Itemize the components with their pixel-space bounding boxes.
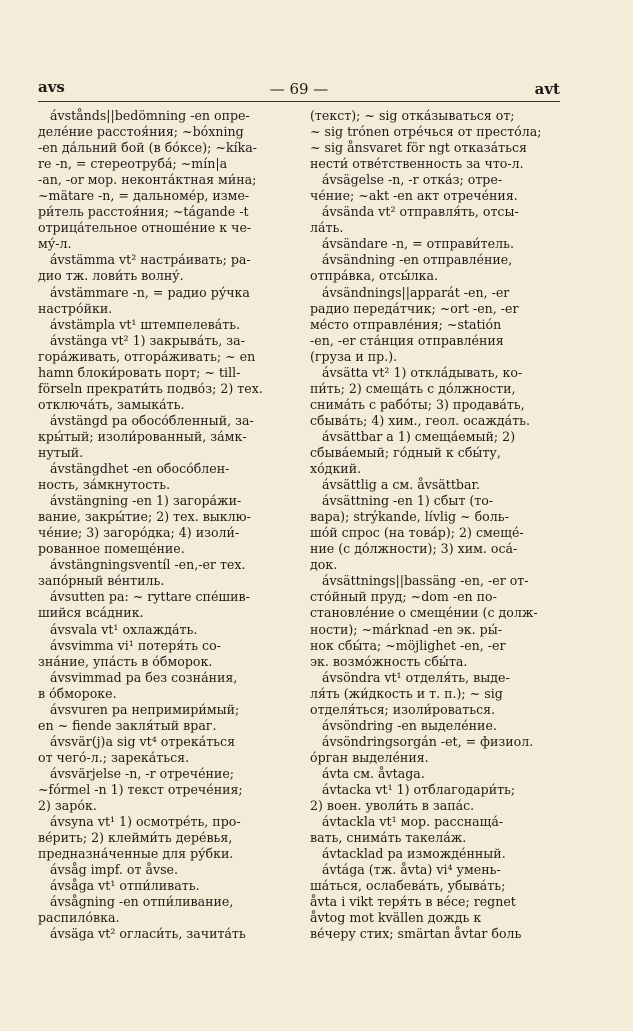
entry-line: ша́ться, ослабева́ть, убыва́ть; [310, 878, 506, 894]
dictionary-entry [38, 108, 284, 252]
entry-line: ávstängning -en 1) загора́жи- [50, 493, 242, 509]
dictionary-entry [310, 236, 556, 252]
entry-line: рованное помеще́ние. [38, 541, 185, 557]
entry-line: ávsvuren pa непримири́мый; [50, 701, 240, 717]
entry-line: 2) заро́к. [38, 798, 97, 814]
entry-line: (текст); ~ sig отка́зываться от; [310, 108, 515, 123]
entry-line: ávsöndra vt¹ отделя́ть, выде- [322, 669, 510, 685]
dictionary-entry [38, 670, 284, 702]
entry-line: деле́ние расстоя́ния; ~bóxning [38, 124, 244, 140]
entry-line: ávstämma vt² настра́ивать; ра- [50, 252, 251, 268]
entry-line: ávstämmare -n, = радио ру́чка [50, 284, 250, 300]
entry-line: ávsåga vt¹ отпи́ливать. [50, 878, 200, 894]
dictionary-entry [310, 734, 556, 766]
dictionary-entry [310, 814, 556, 846]
entry-line: ávstänga vt² 1) закрыва́ть, за- [50, 332, 245, 348]
entry-line: ávstämpla vt¹ штемпелева́ть. [50, 316, 241, 332]
entry-line: ние (с до́лжности); 3) хим. оса́- [310, 541, 518, 557]
entry-line: пи́ть; 2) смеща́ть с до́лжности, [310, 380, 516, 396]
entry-line: шо́й спрос (на това́р); 2) смеще́- [310, 525, 524, 541]
dictionary-entry [310, 766, 556, 782]
dictionary-entry [38, 622, 284, 638]
entry-line: кры́тый; изоли́рованный, за́мк- [38, 428, 247, 444]
entry-line: предназна́ченные для ру́бки. [38, 846, 234, 862]
entry-line: ávsändning -en отправле́ние, [322, 252, 513, 268]
entry-line: ávsäga vt² огласи́ть, зачита́ть [50, 926, 246, 942]
dictionary-entry [310, 477, 556, 493]
entry-line: ávsutten pa: ~ ryttare спе́шив- [50, 589, 250, 605]
entry-line: ávta см. åvtaga. [322, 765, 425, 781]
dictionary-entry [310, 493, 556, 573]
entry-line: åvtog mot kvällen дождь к [310, 910, 482, 926]
entry-line: 2) воен. уволи́ть в запа́с. [310, 798, 475, 814]
entry-line: ávstängd pa обосо́бленный, за- [50, 412, 254, 428]
entry-line: шийся вса́дник. [38, 605, 144, 621]
running-head-left: avs [38, 78, 65, 96]
dictionary-entry [38, 589, 284, 621]
dictionary-entry [310, 365, 556, 429]
entry-line: ávsändare -n, = отправи́тель. [322, 236, 514, 252]
entry-line: ávtacka vt¹ 1) отблагодари́ть; [322, 781, 516, 797]
entry-line: дио тж. лови́ть волну́. [38, 268, 184, 284]
entry-line: ávsättnings||bassäng -en, -er от- [322, 573, 529, 589]
entry-line: ~fórmel -n 1) текст отрече́ния; [38, 781, 243, 797]
entry-line: ávsyna vt¹ 1) осмотре́ть, про- [50, 814, 241, 830]
dictionary-entry [38, 285, 284, 317]
dictionary-entry [310, 670, 556, 718]
dictionary-entry [38, 894, 284, 926]
page-header [38, 78, 560, 100]
dictionary-entry [38, 638, 284, 670]
entry-line: распило́вка. [38, 910, 120, 926]
entry-line: отделя́ться; изоли́роваться. [310, 701, 496, 717]
entry-line: радио переда́тчик; ~ort -en, -er [310, 300, 519, 316]
dictionary-entry [38, 333, 284, 413]
entry-line: о́рган выделе́ния. [310, 749, 429, 765]
dictionary-entry [38, 814, 284, 862]
entry-line: ávsågning -en отпи́ливание, [50, 894, 234, 910]
entry-line: запо́рный ве́нтиль. [38, 573, 165, 589]
running-head-right: avt [534, 80, 560, 98]
entry-line: ри́тель расстоя́ния; ~tágande -t [38, 204, 249, 220]
entry-line: ávsättbar a 1) смеща́емый; 2) [322, 428, 516, 444]
entry-line: вара); strýkande, lívlig ~ боль- [310, 509, 509, 525]
entry-line: нести́ отве́тственность за что-л. [310, 156, 524, 172]
entry-line: нутый. [38, 444, 84, 460]
entry-line: зна́ние, упа́сть в о́бморок. [38, 653, 213, 669]
dictionary-entry [38, 926, 284, 942]
entry-line: ность, за́мкнутость. [38, 477, 171, 493]
entry-line: ~ sig ånsvaret för ngt отказа́ться [310, 140, 527, 156]
entry-line: отрица́тельное отноше́ние к че- [38, 220, 252, 236]
entry-line: ~ sig trónen отре́чься от престо́ла; [310, 124, 542, 140]
dictionary-entry [310, 846, 556, 862]
entry-line: отключа́ть, замыка́ть. [38, 396, 185, 412]
dictionary-entry [38, 413, 284, 461]
entry-line: ве́черу стих; smärtan åvtar боль [310, 926, 522, 942]
entry-line: ávsända vt² отправля́ть, отсы- [322, 204, 519, 220]
header-rule [38, 101, 560, 102]
dictionary-entry [38, 317, 284, 333]
dictionary-entry [38, 702, 284, 734]
dictionary-entry [38, 766, 284, 814]
entry-line: ávstånds||bedömning -en опре- [50, 108, 250, 123]
entry-line: нок сбы́та; ~möjlighet -en, -er [310, 637, 506, 653]
dictionary-entry [38, 878, 284, 894]
entry-line: ávtága (тж. åvta) vi⁴ умень- [322, 862, 501, 878]
entry-line: че́ние; ~akt -en акт отрече́ния. [310, 188, 518, 204]
entry-line: ávsvimma vi¹ потеря́ть со- [50, 637, 221, 653]
dictionary-entry [310, 718, 556, 734]
entry-line: ве́рить; 2) клейми́ть дере́вья, [38, 830, 233, 846]
entry-line: ávsvär(j)a sig vt⁴ отрека́ться [50, 733, 236, 749]
entry-line: ávsöndring -en выделе́ние. [322, 717, 497, 733]
entry-line: че́ние; 3) загоро́дка; 4) изоли́- [38, 525, 240, 541]
dictionary-entry [310, 573, 556, 669]
dictionary-entry [38, 252, 284, 284]
dictionary-entry [310, 782, 556, 814]
dictionary-entry [310, 862, 556, 942]
left-column [38, 108, 284, 942]
entry-line: ávsättning -en 1) сбыт (то- [322, 493, 494, 509]
entry-line: сбыва́ть; 4) хим., геол. осажда́ть. [310, 412, 531, 428]
right-column [310, 108, 556, 942]
entry-line: вать, снима́ть такела́ж. [310, 830, 467, 846]
entry-line: ávstängningsventíl -en,-er тех. [50, 557, 246, 573]
entry-line: -en, -er ста́нция отправле́ния [310, 332, 504, 348]
entry-line: ávstängdhet -en обосо́блен- [50, 461, 230, 477]
entry-line: гора́живать, отгора́живать; ~ en [38, 348, 256, 364]
entry-line: ávsvärjelse -n, -r отрече́ние; [50, 765, 235, 781]
entry-line: док. [310, 557, 338, 573]
entry-line: ме́сто отправле́ния; ~statión [310, 316, 502, 332]
entry-line: настро́йки. [38, 300, 113, 316]
entry-line: åvta i vikt теря́ть в ве́се; regnet [310, 894, 516, 910]
entry-line: -an, -or мор. неконта́ктная ми́на; [38, 172, 257, 188]
entry-line: хо́дкий. [310, 461, 362, 477]
entry-line: ávtacklad pa изможде́нный. [322, 846, 506, 862]
entry-line: му́-л. [38, 236, 72, 252]
entry-line: (груза и пр.). [310, 348, 398, 364]
entry-line: от чего́-л.; зарека́ться. [38, 749, 190, 765]
entry-line: hamn блоки́ровать порт; ~ till- [38, 364, 241, 380]
dictionary-entry [310, 252, 556, 284]
entry-line: вание, закры́тие; 2) тех. выклю- [38, 509, 251, 525]
entry-line: ávsåg impf. от åvse. [50, 862, 179, 878]
entry-line: снима́ть с рабо́ты; 3) продава́ть, [310, 396, 525, 412]
entry-line: эк. возмо́жность сбы́та. [310, 653, 468, 669]
dictionary-entry [38, 461, 284, 493]
page-number: — 69 — [269, 80, 329, 98]
dictionary-entry [310, 429, 556, 477]
entry-line: ~mätare -n, = дальноме́р, изме- [38, 188, 250, 204]
entry-line: сбыва́емый; го́дный к сбы́ту, [310, 444, 501, 460]
entry-line: -en да́льний бой (в бо́ксе); ~kíka- [38, 140, 258, 156]
entry-line: ávsätta vt² 1) откла́дывать, ко- [322, 364, 523, 380]
entry-line: ля́ть (жи́дкость и т. п.); ~ sig [310, 685, 503, 701]
dictionary-entry [310, 172, 556, 204]
entry-line: ávtackla vt¹ мор. расснаща́- [322, 814, 504, 830]
entry-line: ávsättlig а см. åvsättbar. [322, 477, 481, 493]
entry-line: en ~ fiende закля́тый враг. [38, 717, 217, 733]
entry-line: re -n, = стереотруба́; ~mín|a [38, 156, 228, 172]
dictionary-entry [38, 862, 284, 878]
entry-line: становле́ние о смеще́нии (с долж- [310, 605, 538, 621]
entry-line: сто́йный пруд; ~dom -en по- [310, 589, 497, 605]
entry-line: ла́ть. [310, 220, 344, 236]
dictionary-entry [38, 493, 284, 557]
dictionary-entry [310, 285, 556, 365]
entry-line: ávsvala vt¹ охлажда́ть. [50, 621, 198, 637]
dictionary-entry [310, 204, 556, 236]
dictionary-entry [310, 108, 556, 172]
entry-line: ávsägelse -n, -r отка́з; отре- [322, 172, 503, 188]
entry-line: в о́бмороке. [38, 685, 117, 701]
entry-line: ávsändnings||apparát -en, -er [322, 284, 510, 300]
entry-line: ности); ~márknad -en эк. ры́- [310, 621, 502, 637]
entry-line: ávsöndringsorgán -et, = физиол. [322, 733, 534, 749]
dictionary-entry [38, 734, 284, 766]
entry-line: ávsvimmad pa без созна́ния, [50, 669, 238, 685]
entry-line: förseln прекрати́ть подво́з; 2) тех. [38, 380, 263, 396]
dictionary-entry [38, 557, 284, 589]
entry-line: отпра́вка, отсы́лка. [310, 268, 438, 284]
